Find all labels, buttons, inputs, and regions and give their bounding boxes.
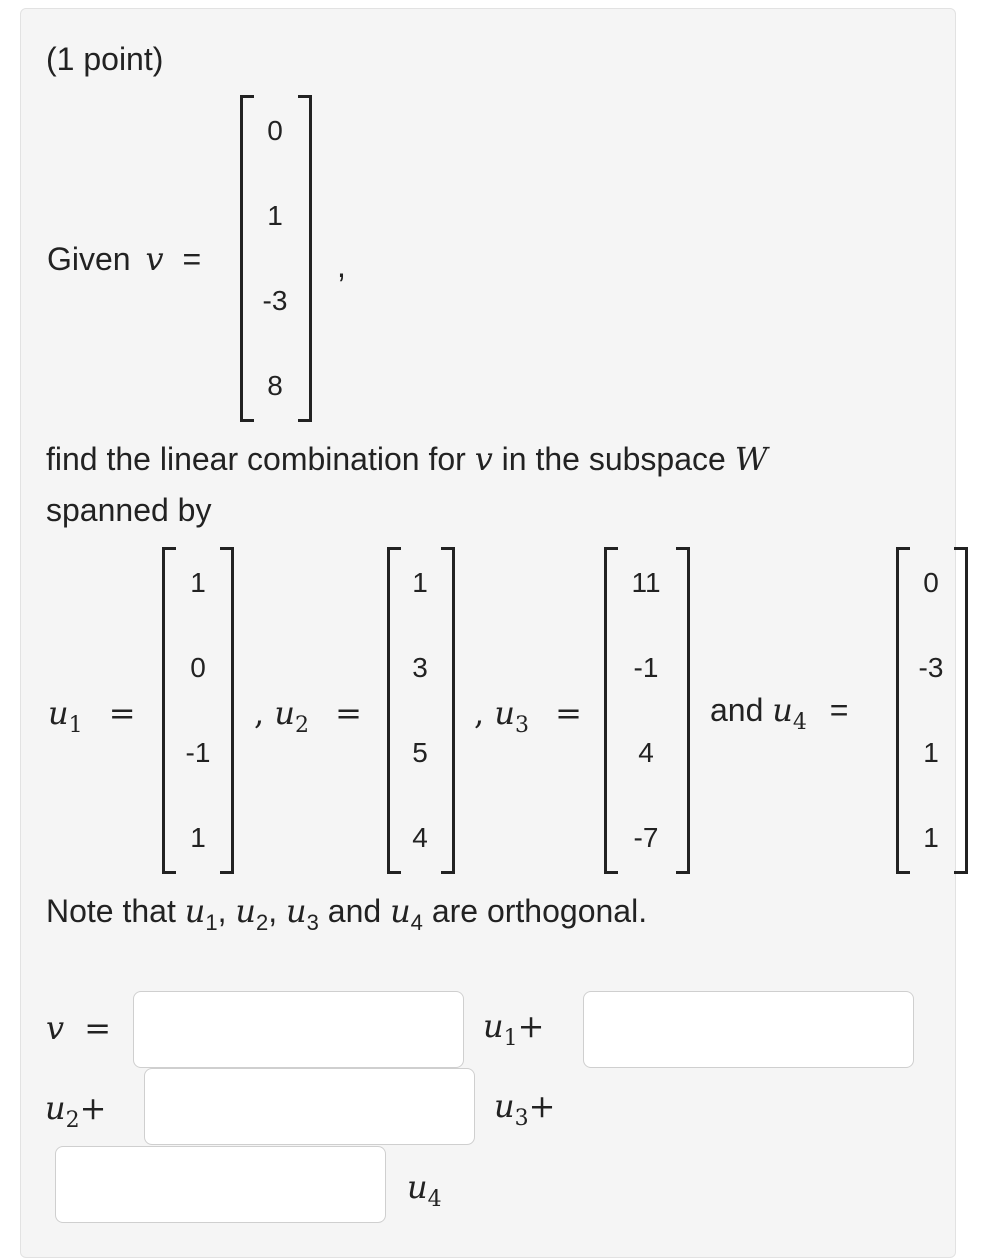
- u1-label: $u_1$ =: [48, 694, 136, 738]
- u4-entry: 1: [923, 822, 939, 853]
- v-entry: 8: [267, 370, 283, 401]
- instruction-line-1: find the linear combination for v in the subspace W: [46, 440, 768, 478]
- coefficient-u2-input[interactable]: [583, 991, 914, 1068]
- u1-entry: 0: [190, 652, 206, 683]
- u1-entry: 1: [190, 822, 206, 853]
- u3-bracket-right: [676, 547, 690, 874]
- coefficient-u4-input[interactable]: [55, 1146, 386, 1223]
- u4-entry: 1: [923, 737, 939, 768]
- u2-entry: 3: [412, 652, 428, 683]
- u3-entry: -7: [633, 822, 659, 853]
- u1-entry: 1: [190, 567, 206, 598]
- answer-v-label: v =: [46, 1009, 112, 1047]
- u3-entry: -1: [633, 652, 659, 683]
- u2-entry: 1: [412, 567, 428, 598]
- u2-label: , $u_2$ =: [254, 694, 362, 738]
- u1-entry: -1: [185, 737, 211, 768]
- u2-entry: 4: [412, 822, 428, 853]
- v-entry: 0: [267, 115, 283, 146]
- u3-plus-label: $u_3+$: [494, 1087, 556, 1131]
- u4-label-end: $u_4$: [407, 1168, 442, 1212]
- u3-entry: 4: [638, 737, 654, 768]
- u4-label: and $u_4$ =: [710, 691, 849, 735]
- u3-label: , $u_3$ =: [474, 694, 582, 738]
- v-entry: 1: [267, 200, 283, 231]
- u1-plus-label: $u_1+$: [483, 1007, 545, 1051]
- u2-plus-label: $u_2+$: [45, 1089, 107, 1133]
- u4-entry: 0: [923, 567, 939, 598]
- instruction-line-2: spanned by: [46, 492, 212, 528]
- note-text: Note that $u_1$, $u_2$, $u_3$ and $u_4$ are orthogonal.: [46, 892, 648, 935]
- points-label: (1 point): [46, 41, 164, 77]
- coefficient-u3-input[interactable]: [144, 1068, 475, 1145]
- u4-entry: -3: [918, 652, 944, 683]
- comma: ,: [337, 248, 346, 284]
- v-entry: -3: [262, 285, 288, 316]
- coefficient-u1-input[interactable]: [133, 991, 464, 1068]
- u3-entry: 11: [631, 567, 661, 598]
- u2-entry: 5: [412, 737, 428, 768]
- given-label: Given v =: [47, 240, 202, 278]
